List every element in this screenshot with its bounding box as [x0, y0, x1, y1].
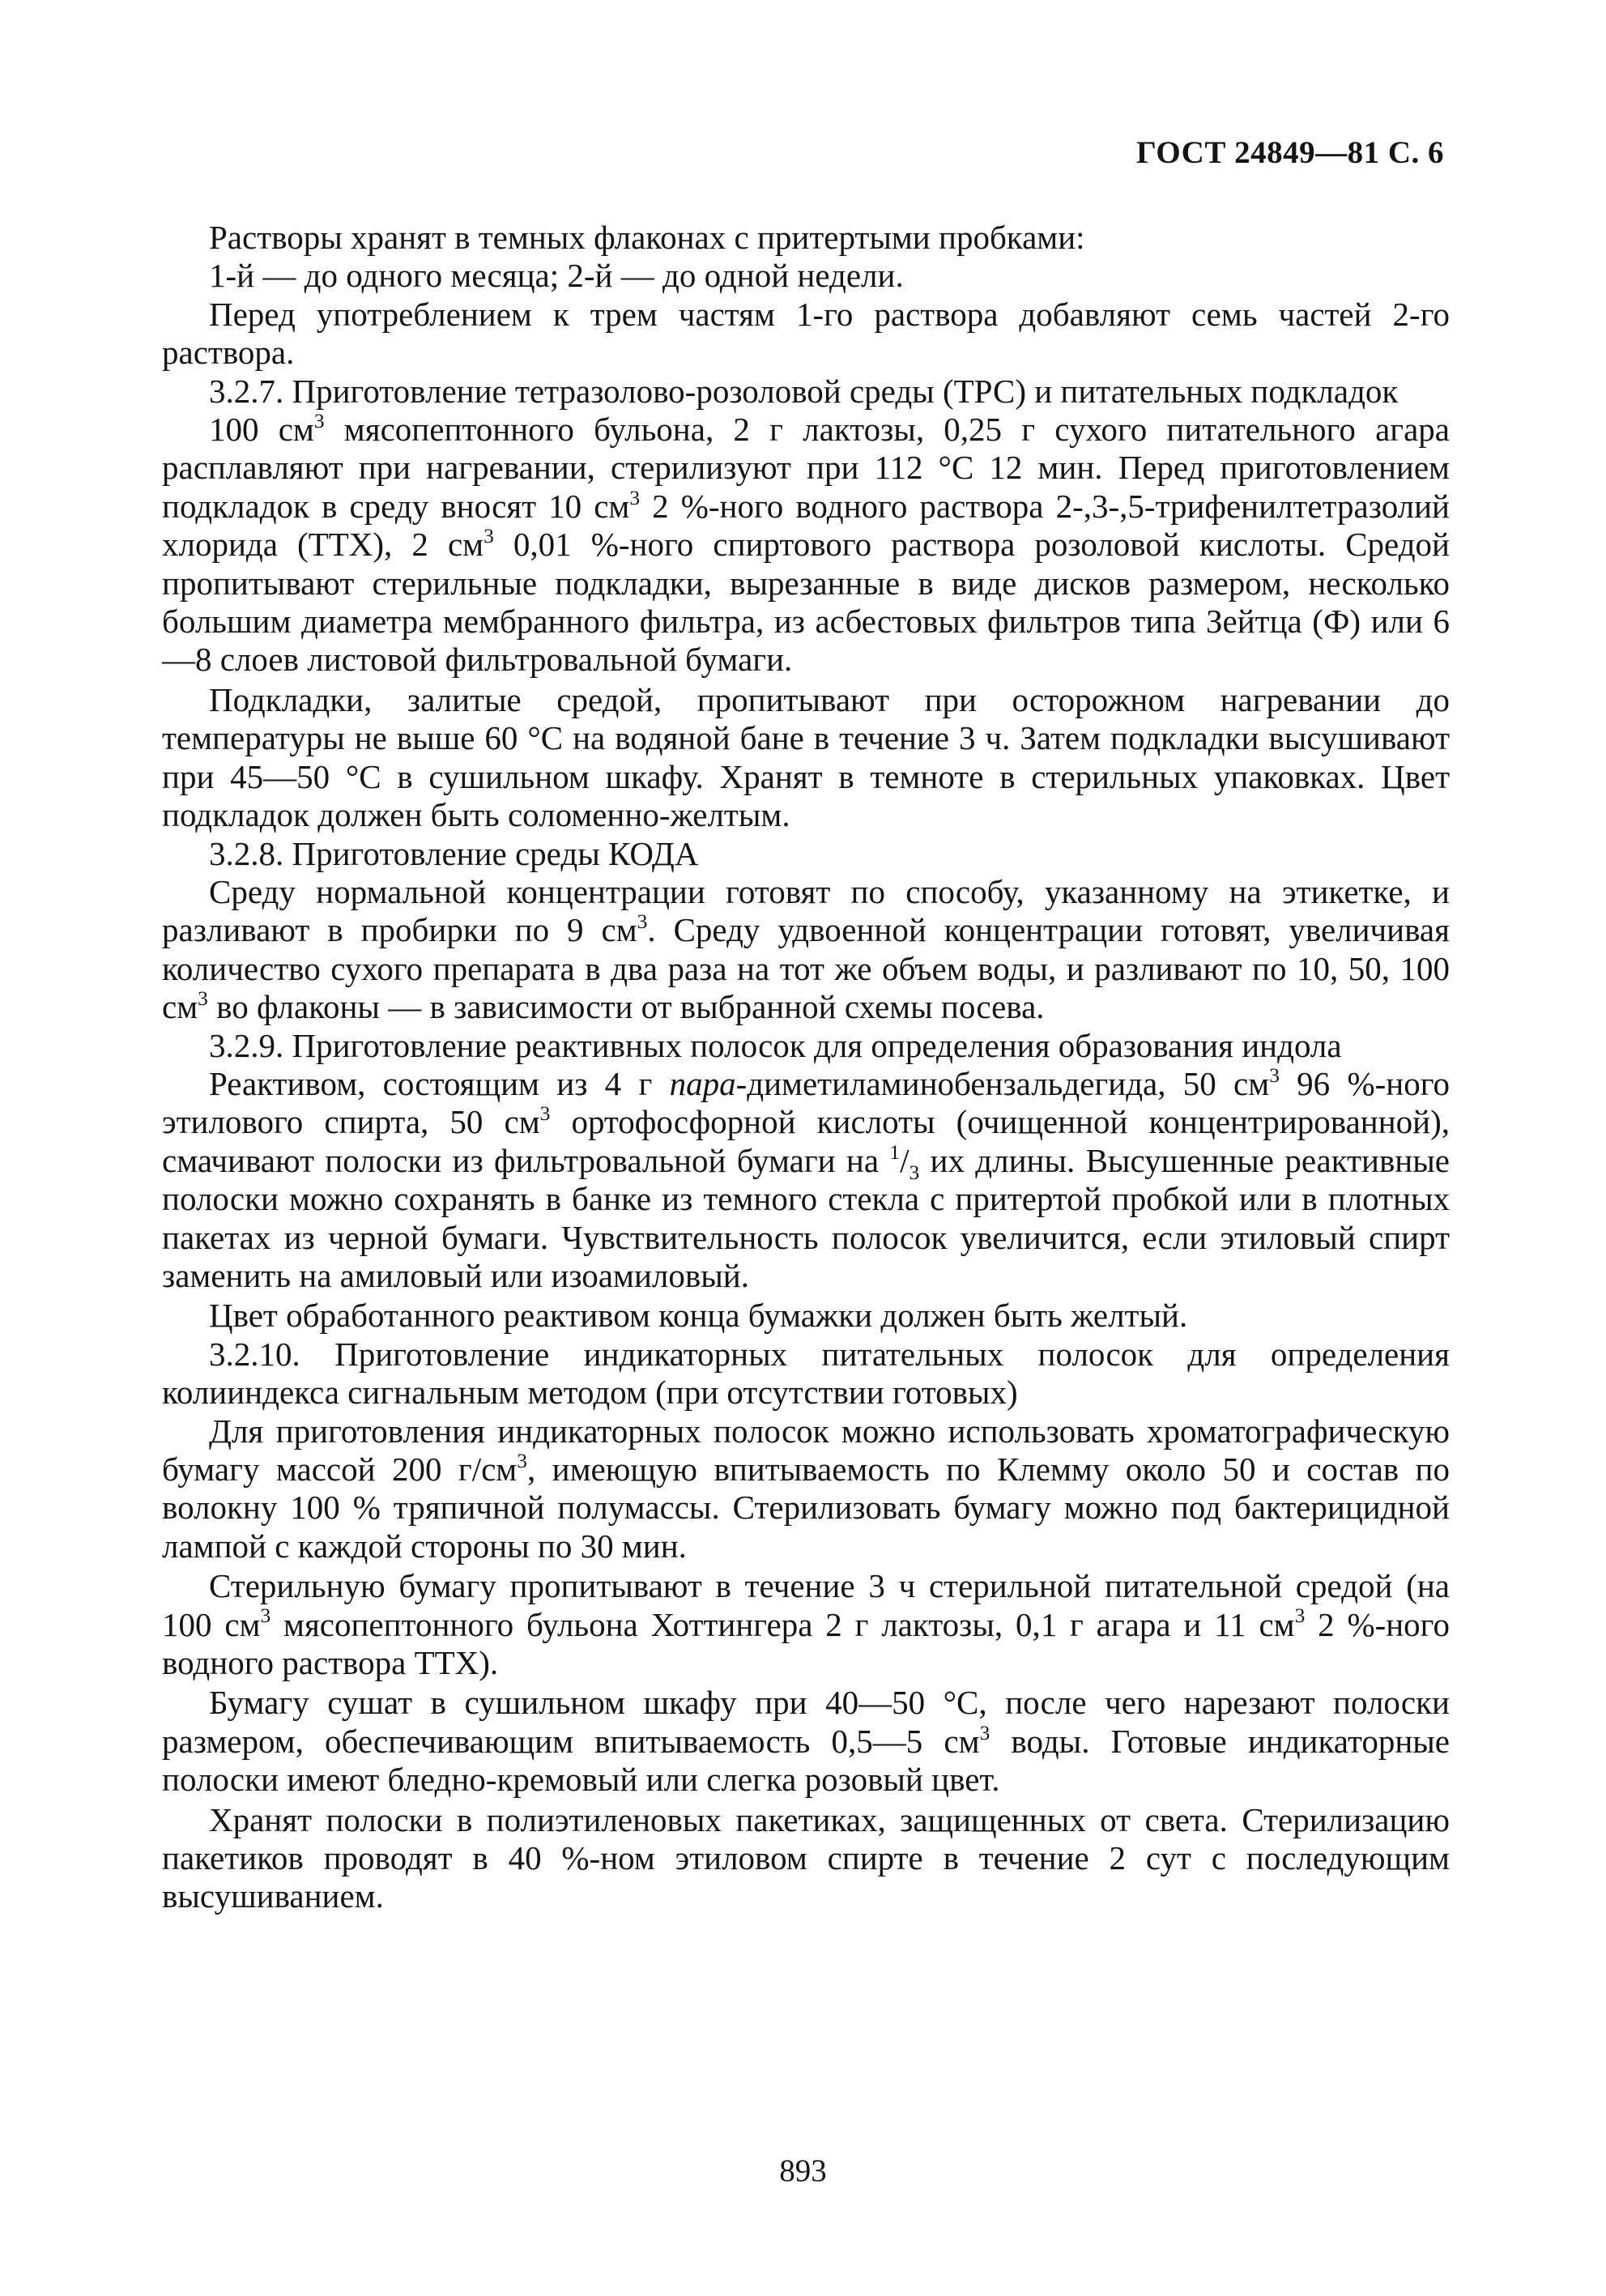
paragraph-indicator-paper: Для приготовления индикаторных полосок можно использовать хроматографическую бумагу массой 200 $г/см^3$, имеющую впитываемость по Клемму около 50 и состав по волокну 100 % тряпичной полумассы. Стерилизовать бумагу можно под бактерицидной лампой с каждой стороны по 30 мин.: [162, 1412, 1450, 1565]
section-heading-3-2-10: 3.2.10. Приготовление индикаторных питательных полосок для определения колииндекса сигнальным методом (при отсутствии готовых): [162, 1335, 1450, 1412]
paragraph-substrate-drying: Подкладки, залитые средой, пропитывают при осторожном нагревании до температуры не выше 60 °С на водяной бане в течение 3 ч. Затем подкладки высушивают при 45—50 °С в сушильном шкафу. Хранят в темноте в стерильных упаковках. Цвет подкладок должен быть соломенно-желтым.: [162, 680, 1450, 834]
fraction-one-third: $^1/_3$: [889, 1140, 920, 1184]
paragraph-shelf-life: 1-й — до одного месяца; 2-й — до одной недели.: [209, 257, 904, 295]
paragraph-storage: Растворы хранят в темных флаконах с притертыми пробками:: [209, 219, 1085, 256]
paragraph-paper-impregnation: Стерильную бумагу пропитывают в течение 3 ч стерильной питательной средой (на 100 $см^3$ мясопептонного бульона Хоттингера 2 г лактозы, 0,1 г агара и 11 $см^3$ 2 %-ного водного раствора ТТХ).: [162, 1567, 1450, 1682]
paragraph-reagent-strips: Реактивом, состоящим из 4 г пара-диметиламинобензальдегида, 50 $см^3$ 96 %-ного этилового спирта, 50 $см^3$ ортофосфорной кислоты (очищенной концентрированной), смачивают полоски из фильтровальной бумаги на $^1/_3$ их длины. Высушенные реактивные полоски можно сохранять в банке из темного стекла с притертой пробкой или в плотных пакетах из черной бумаги. Чувствительность полосок увеличится, если этиловый спирт заменить на амиловый или изоамиловый.: [162, 1063, 1451, 1294]
paragraph-trs-preparation: 100 $см^3$ мясопептонного бульона, 2 г лактозы, 0,25 г сухого питательного агара расплавляют при нагревании, стерилизуют при 112 °С 12 мин. Перед приготовлением подкладок в среду вносят 10 $см^3$ 2 %-ного водного раствора 2-,3-,5-трифенилтетразолий хлорида (ТТХ), 2 $см^3$ 0,01 %-ного спиртового раствора розоловой кислоты. Средой пропитывают стерильные подкладки, вырезанные в виде дисков размером, несколько большим диаметра мембранного фильтра, из асбестовых фильтров типа Зейтца (Ф) или 6—8 слоев листовой фильтровальной бумаги.: [162, 409, 1450, 679]
page-header: ГОСТ 24849—81 С. 6: [1136, 135, 1444, 170]
document-body: [162, 219, 1450, 1916]
paragraph-reagent-color: Цвет обработанного реактивом конца бумажки должен быть желтый.: [209, 1297, 1188, 1335]
page-number: 893: [779, 2153, 827, 2188]
paragraph-strip-storage: Хранят полоски в полиэтиленовых пакетиках, защищенных от света. Стерилизацию пакетиков проводят в 40 %-ном этиловом спирте в течение 2 сут с последующим высушиванием.: [162, 1800, 1450, 1915]
paragraph-paper-drying: Бумагу сушат в сушильном шкафу при 40—50 °С, после чего нарезают полоски размером, обеспечивающим впитываемость 0,5—5 $см^3$ воды. Готовые индикаторные полоски имеют бледно-кремовый или слегка розовый цвет.: [162, 1684, 1451, 1799]
section-heading-3-2-7: 3.2.7. Приготовление тетразолово-розоловой среды (ТРС) и питательных подкладок: [209, 372, 1399, 410]
section-heading-3-2-9: 3.2.9. Приготовление реактивных полосок для определения образования индола: [209, 1026, 1342, 1064]
paragraph-mixing: Перед употреблением к трем частям 1-го раствора добавляют семь частей 2-го раствора.: [162, 295, 1450, 372]
section-heading-3-2-8: 3.2.8. Приготовление среды КОДА: [209, 834, 699, 872]
paragraph-koda-medium: Среду нормальной концентрации готовят по способу, указанному на этикетке, и разливают в пробирки по 9 $см^3$. Среду удвоенной концентрации готовят, увеличивая количество сухого препарата в два раза на тот же объем воды, и разливают по 10, 50, 100 $см^3$ во флаконы — в зависимости от выбранной схемы посева.: [162, 872, 1450, 1026]
